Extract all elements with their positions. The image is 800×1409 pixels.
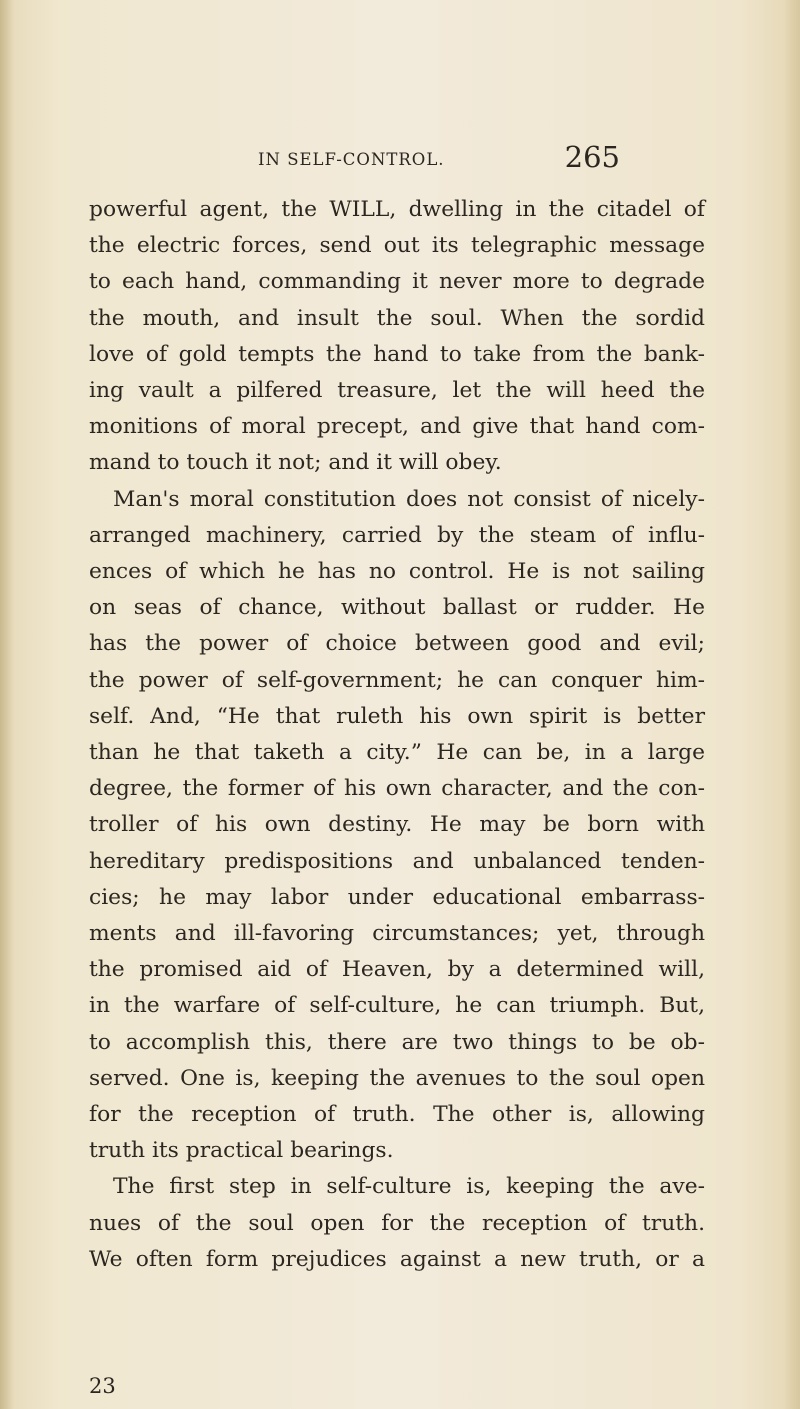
text-line: the mouth, and insult the soul. When the sordid: [89, 305, 705, 331]
text-line: served. One is, keeping the avenues to the soul open: [89, 1065, 705, 1091]
text-line: the power of self-government; he can conquer him-: [89, 667, 705, 693]
page-number: 265: [564, 140, 620, 174]
text-line: We often form prejudices against a new truth, or a: [89, 1246, 705, 1272]
text-line: to accomplish this, there are two things to be ob-: [89, 1029, 705, 1055]
page-header: [258, 140, 620, 180]
signature-mark: 23: [89, 1374, 116, 1398]
text-line: The first step in self-culture is, keeping the ave-: [113, 1174, 705, 1200]
text-line: for the reception of truth. The other is, allowing: [89, 1102, 705, 1128]
text-line: ing vault a pilfered treasure, let the will heed the: [89, 378, 705, 404]
text-line: cies; he may labor under educational embarrass-: [89, 884, 705, 910]
text-line: troller of his own destiny. He may be born with: [89, 812, 705, 838]
text-line: degree, the former of his own character, and the con-: [89, 776, 705, 802]
text-line: on seas of chance, without ballast or rudder. He: [89, 595, 705, 621]
text-line: ments and ill-favoring circumstances; yet, through: [89, 921, 705, 947]
text-line: nues of the soul open for the reception of truth.: [89, 1210, 705, 1236]
body-text: [89, 192, 705, 1278]
text-line: hereditary predispositions and unbalanced tenden-: [89, 848, 705, 874]
text-line: monitions of moral precept, and give that hand com-: [89, 414, 705, 440]
text-line: in the warfare of self-culture, he can triumph. But,: [89, 993, 705, 1019]
text-line: arranged machinery, carried by the steam of influ-: [89, 522, 705, 548]
text-line: Man's moral constitution does not consist of nicely-: [113, 486, 705, 512]
text-line: to each hand, commanding it never more to degrade: [89, 269, 705, 295]
text-line: ences of which he has no control. He is not sailing: [89, 559, 705, 585]
text-line: mand to touch it not; and it will obey.: [89, 450, 502, 476]
text-line: than he that taketh a city.” He can be, in a large: [89, 740, 705, 766]
page-edge-right: [784, 0, 800, 1409]
text-line: the electric forces, send out its telegraphic message: [89, 233, 705, 259]
text-line: the promised aid of Heaven, by a determined will,: [89, 957, 705, 983]
text-line: love of gold tempts the hand to take from the bank-: [89, 341, 705, 367]
page-edge-left: [0, 0, 14, 1409]
running-head: IN SELF-CONTROL.: [258, 150, 445, 169]
text-line: self. And, “He that ruleth his own spirit is better: [89, 703, 705, 729]
text-line: has the power of choice between good and evil;: [89, 631, 705, 657]
text-line: powerful agent, the WILL, dwelling in the citadel of: [89, 197, 705, 222]
text-line: truth its practical bearings.: [89, 1138, 394, 1164]
